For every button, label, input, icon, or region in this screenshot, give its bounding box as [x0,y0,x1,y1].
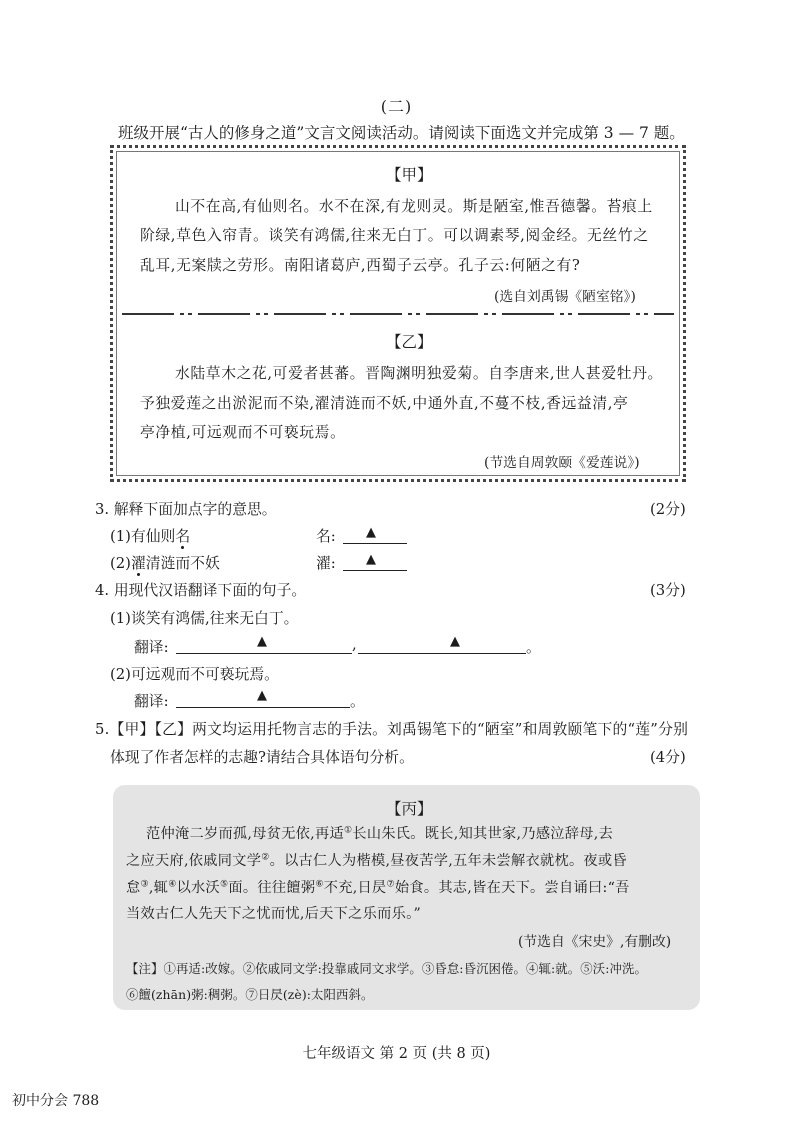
translate-label: 翻译: [134,639,169,656]
answer-mark: ▲ [450,634,460,649]
passage-jia-title: 【甲】 [386,166,433,184]
section-intro: 班级开展“古人的修身之道”文言文阅读活动。请阅读下面选文并完成第 3 — 7 题。 [118,124,685,142]
question-4-score: (3分) [650,582,686,599]
passage-divider [122,313,674,315]
corner-watermark: 初中分会 788 [12,1093,100,1109]
question-4-item-1: (1)谈笑有鸿儒,往来无白丁。 [110,610,299,627]
answer-mark: ▲ [366,552,376,567]
answer-mark: ▲ [366,525,376,540]
answer-blank-4-1a[interactable] [176,653,352,654]
passage-bing-line: 之应天府,依戚同文学②。以古仁人为楷模,昼夜苦学,五年未尝解衣就枕。夜或昏 [126,852,627,869]
question-3-score: (2分) [650,501,686,518]
answer-blank-4-1b[interactable] [358,653,526,654]
period: 。 [526,639,541,656]
answer-blank-3-1[interactable] [343,543,407,544]
question-4-stem: 4. 用现代汉语翻译下面的句子。 [95,582,307,599]
passage-bing-source: (节选自《宋史》,有删改) [518,934,672,950]
period: 。 [350,693,365,710]
passage-yi-line: 亭净植,可远观而不可亵玩焉。 [140,424,346,441]
passage-yi-line: 水陆草木之花,可爱者甚蕃。晋陶渊明独爱菊。自李唐来,世人甚爱牡丹。 [175,365,663,382]
question-4-item-2: (2)可远观而不可亵玩焉。 [110,666,279,683]
question-5-stem-cont: 体现了作者怎样的志趣?请结合具体语句分析。 [110,749,414,766]
passage-yi-title: 【乙】 [386,333,433,351]
answer-blank-3-2[interactable] [343,570,407,571]
answer-mark: ▲ [257,634,267,649]
passage-jia-line: 阶绿,草色入帘青。谈笑有鸿儒,往来无白丁。可以调素琴,阅金经。无丝竹之 [140,227,649,244]
question-3-label-1: 名: [316,528,336,545]
passage-bing-title: 【丙】 [386,800,433,818]
translate-label: 翻译: [134,693,169,710]
passage-bing-line: 范仲淹二岁而孤,母贫无依,再适①长山朱氏。既长,知其世家,乃感泣辞母,去 [146,825,614,842]
passage-jia-source: (选自刘禹锡《陋室铭》) [494,289,636,305]
passage-yi-source: (节选自周敦颐《爱莲说》) [484,455,640,471]
question-3-stem: 3. 解释下面加点字的意思。 [95,501,277,518]
passage-jia-line: 山不在高,有仙则名。水不在深,有龙则灵。斯是陋室,惟吾德馨。苔痕上 [175,198,653,215]
passage-bing-note: 【注】①再适:改嫁。②依戚同文学:投靠戚同文求学。③昏怠:昏沉困倦。④辄:就。⑤沃:冲洗。 [126,961,647,976]
question-5-score: (4分) [650,749,686,766]
page-footer: 七年级语文 第 2 页 (共 8 页) [302,1046,491,1062]
question-3-item-1: (1)有仙则名 [110,528,191,545]
question-5-stem: 5.【甲】【乙】两文均运用托物言志的手法。刘禹锡笔下的“陋室”和周敦颐笔下的“莲”分别 [95,721,689,738]
comma: , [352,636,357,653]
passage-bing-line: 当效古仁人先天下之忧而忧,后天下之乐而乐。” [126,906,422,922]
answer-blank-4-2[interactable] [176,707,350,708]
passage-jia-line: 乱耳,无案牍之劳形。南阳诸葛庐,西蜀子云亭。孔子云:何陋之有? [140,257,581,274]
passage-bing-note: ⑥饘(zhān)粥:稠粥。⑦日昃(zè):太阳西斜。 [126,987,374,1002]
question-3-label-2: 濯: [316,555,336,572]
passage-bing-line: 怠③,辄④以水沃⑤面。往往饘粥⑥不充,日昃⑦始食。其志,皆在天下。尝自诵曰:“吾 [126,879,630,896]
section-title: (二) [380,97,413,116]
answer-mark: ▲ [257,688,267,703]
passage-yi-line: 予独爱莲之出淤泥而不染,濯清涟而不妖,中通外直,不蔓不枝,香远益清,亭 [140,395,629,412]
question-3-item-2: (2)濯清涟而不妖 [110,555,220,572]
